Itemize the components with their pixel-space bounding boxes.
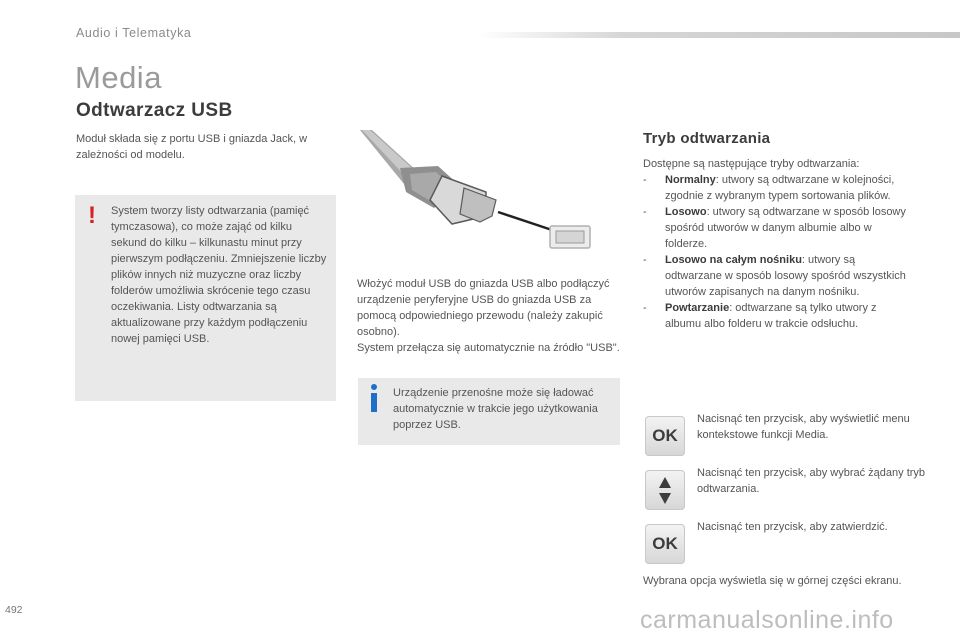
header-divider	[478, 32, 960, 38]
warning-icon: !	[88, 202, 96, 229]
mode-description: : utwory są odtwarzane w kolejności, zgodnie z wybranym typem sortowania plików.	[665, 174, 895, 202]
page-title: Media	[75, 60, 162, 95]
ok-confirm-description: Nacisnąć ten przycisk, aby zatwierdzić.	[697, 521, 888, 533]
list-item: - Losowo: utwory są odtwarzane w sposób losowy spośród utworów w danym albumie albo w folderze.	[643, 206, 906, 250]
list-item: - Normalny: utwory są odtwarzane w kolejności, zgodnie z wybranym typem sortowania plików.	[643, 174, 895, 202]
usb-instructions	[357, 276, 621, 356]
ok-button-description: Nacisnąć ten przycisk, aby wyświetlić menu kontekstowe funkcji Media.	[697, 413, 910, 441]
list-item: - Losowo na całym nośniku: utwory są odtwarzane w sposób losowy spośród wszystkich utworów zapisanych na danym nośniku.	[643, 254, 906, 298]
warning-box	[75, 195, 336, 401]
info-text: Urządzenie przenośne może się ładować automatycznie w trakcie jego użytkowania poprzez USB.	[393, 387, 598, 431]
usb-instruction-insert: Włożyć moduł USB do gniazda USB albo podłączyć urządzenie peryferyjne USB do gniazda USB za pomocą odpowiedniego przewodu (należy zakupić osobno).	[357, 278, 610, 338]
arrow-down-icon	[659, 493, 671, 504]
playback-mode-list	[643, 172, 913, 332]
mode-description: : utwory są odtwarzane w sposób losowy spośród wszystkich utworów zapisanych na danym nośniku.	[665, 254, 906, 298]
mode-description: : utwory są odtwarzane w sposób losowy spośród utworów w danym albumie albo w folderze.	[665, 206, 906, 250]
list-item: - Powtarzanie: odtwarzane są tylko utwory z albumu albo folderu w trakcie odsłuchu.	[643, 302, 877, 330]
usb-plug-icon	[360, 130, 620, 265]
usb-illustration	[360, 130, 620, 265]
arrows-button-description: Nacisnąć ten przycisk, aby wybrać żądany tryb odtwarzania.	[697, 467, 926, 495]
section-header: Audio i Telematyka	[76, 26, 192, 40]
usb-instruction-auto: System przełącza się automatycznie na źródło "USB".	[357, 342, 620, 354]
mode-description: : odtwarzane są tylko utwory z albumu albo folderu w trakcie odsłuchu.	[665, 302, 877, 330]
warning-text: System tworzy listy odtwarzania (pamięć tymczasowa), co może zająć od kilku sekund do kilku – kilkunastu minut przy pierwszym podłączeniu. Zmniejszenie liczby plików innych niż muzyczne oraz liczby folderów umożliwia skrócenie tego czasu oczekiwania. Listy odtwarzania są aktualizowane przy każdym podłączeniu nowej pamięci USB.	[111, 205, 327, 345]
ok-confirm-button[interactable]: OK	[645, 524, 685, 564]
mode-name: Normalny	[665, 174, 716, 186]
info-box	[358, 378, 620, 445]
ok-button[interactable]: OK	[645, 416, 685, 456]
page-number: 492	[5, 604, 23, 616]
mode-name: Powtarzanie	[665, 302, 730, 314]
up-down-arrows-button[interactable]	[645, 470, 685, 510]
arrow-up-icon	[659, 477, 671, 488]
mode-name: Losowo	[665, 206, 707, 218]
playback-mode-intro: Dostępne są następujące tryby odtwarzania:	[643, 158, 860, 170]
section-subtitle: Odtwarzacz USB	[76, 100, 233, 121]
mode-name: Losowo na całym nośniku	[665, 254, 802, 266]
info-icon	[370, 384, 378, 412]
watermark: carmanualsonline.info	[640, 606, 894, 634]
footer-note: Wybrana opcja wyświetla się w górnej części ekranu.	[643, 575, 902, 587]
playback-mode-title: Tryb odtwarzania	[643, 130, 771, 147]
intro-text: Moduł składa się z portu USB i gniazda Jack, w zależności od modelu.	[76, 133, 308, 161]
